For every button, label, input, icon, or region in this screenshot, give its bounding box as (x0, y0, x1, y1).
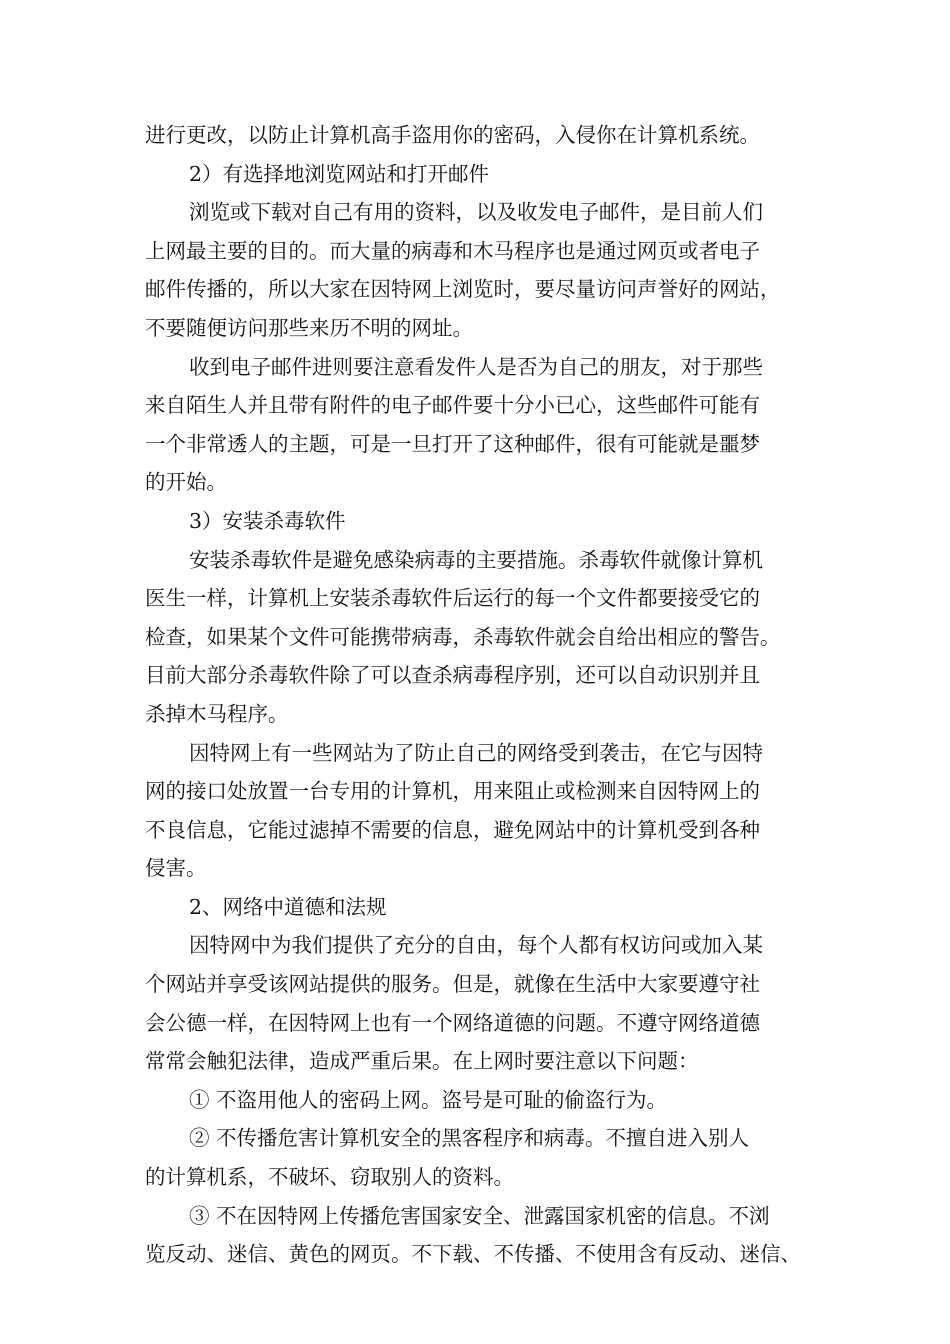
text-line-4: 上网最主要的目的。而大量的病毒和木马程序也是通过网页或者电子 (145, 238, 760, 263)
text-line-24: 会公德一样，在因特网上也有一个网络道德的问题。不遵守网络道德 (145, 1010, 760, 1035)
text-line-1: 进行更改，以防止计算机高手盗用你的密码，入侵你在计算机系统。 (145, 123, 760, 147)
list-item-2: ② 不传播危害计算机安全的黑客程序和病毒。不擅自进入别人 (189, 1126, 750, 1151)
text-line-19: 不良信息，它能过滤掉不需要的信息，避免网站中的计算机受到各种 (145, 817, 760, 842)
text-line-17: 因特网上有一些网站为了防止自己的网络受到袭击，在它与因特 (189, 740, 763, 765)
text-line-22: 因特网中为我们提供了充分的自由，每个人都有权访问或加入某 (189, 933, 763, 958)
text-line-5: 邮件传播的，所以大家在因特网上浏览时，要尽量访问声誉好的网站， (145, 277, 781, 302)
text-line-9: 一个非常透人的主题，可是一旦打开了这种邮件，很有可能就是噩梦 (145, 431, 760, 456)
text-line-3: 浏览或下载对自己有用的资料，以及收发电子邮件，是目前人们 (189, 200, 763, 225)
section-heading-2: 2）有选择地浏览网站和打开邮件 (189, 161, 490, 186)
section-heading-ethics: 2、网络中道德和法规 (189, 894, 387, 919)
section-heading-3: 3）安装杀毒软件 (189, 508, 346, 533)
document-body (145, 116, 823, 1274)
text-line-12: 安装杀毒软件是避免感染病毒的主要措施。杀毒软件就像计算机 (189, 547, 763, 572)
text-line-25: 常常会触犯法律，造成严重后果。在上网时要注意以下问题： (145, 1049, 699, 1074)
text-line-6: 不要随便访问那些来历不明的网址。 (145, 315, 473, 340)
text-line-20: 侵害。 (145, 856, 207, 881)
list-item-3-continued: 览反动、迷信、黄色的网页。不下载、不传播、不使用含有反动、迷信、 (145, 1242, 801, 1267)
text-line-23: 个网站并享受该网站提供的服务。但是，就像在生活中大家要遵守社 (145, 972, 760, 997)
text-line-16: 杀掉木马程序。 (145, 701, 289, 726)
text-line-18: 网的接口处放置一台专用的计算机，用来阻止或检测来自因特网上的 (145, 779, 760, 804)
text-line-7: 收到电子邮件进则要注意看发件人是否为自己的朋友，对于那些 (189, 354, 763, 379)
text-line-15: 目前大部分杀毒软件除了可以查杀病毒程序别，还可以自动识别并且 (145, 663, 760, 688)
list-item-3: ③ 不在因特网上传播危害国家安全、泄露国家机密的信息。不浏 (189, 1203, 770, 1228)
list-item-1: ① 不盗用他人的密码上网。盗号是可耻的偷盗行为。 (189, 1087, 668, 1112)
text-line-8: 来自陌生人并且带有附件的电子邮件要十分小已心，这些邮件可能有 (145, 393, 760, 418)
list-item-2-continued: 的计算机系，不破坏、窃取别人的资料。 (145, 1165, 514, 1190)
text-line-10: 的开始。 (145, 470, 227, 495)
text-line-13: 医生一样，计算机上安装杀毒软件后运行的每一个文件都要接受它的 (145, 586, 760, 611)
text-line-14: 检查，如果某个文件可能携带病毒，杀毒软件就会自给出相应的警告。 (145, 624, 781, 649)
